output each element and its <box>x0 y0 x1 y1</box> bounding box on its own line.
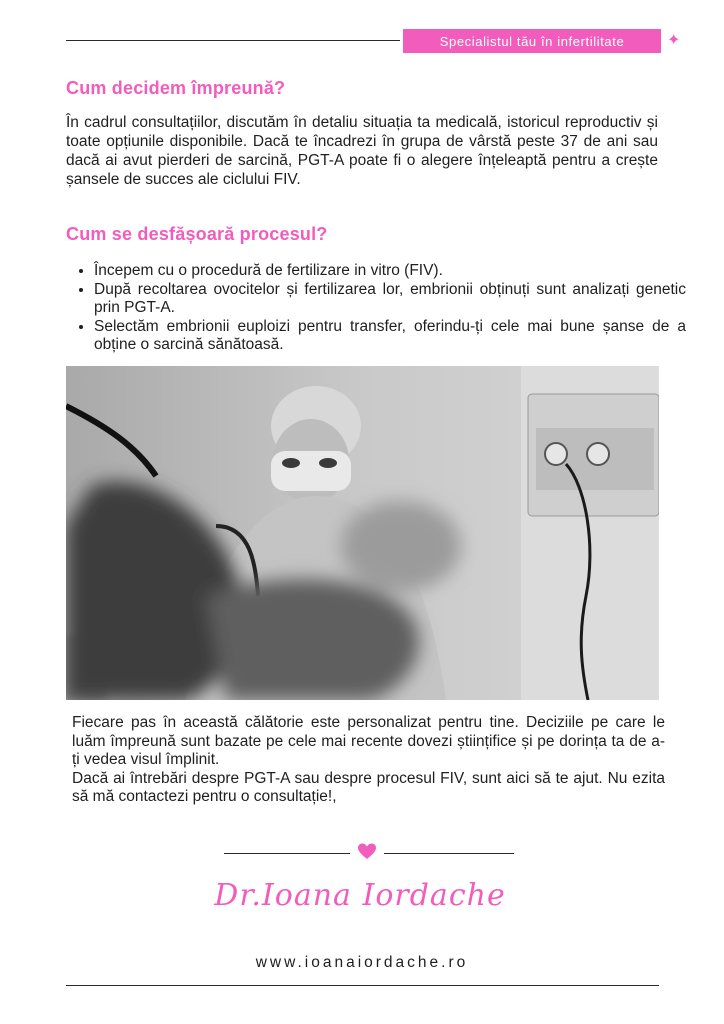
header-badge: Specialistul tău în infertilitate <box>403 29 661 53</box>
process-list <box>66 262 686 355</box>
closing-paragraph: Fiecare pas în această călătorie este personalizat pentru tine. Deciziile pe care le luăm împreună sunt bazate pe cele mai recente dovezi științifice și pe dorința ta de a-ți vedea visul împlinit. <box>72 714 665 768</box>
section-title-decide: Cum decidem împreună? <box>66 78 286 98</box>
signature: Dr.Ioana Iordache <box>214 878 506 913</box>
heart-icon <box>357 842 377 862</box>
list-item: • După recoltarea ovocitelor și fertilizarea lor, embrionii obținuți sunt analizați genetic prin PGT-A. <box>94 281 686 318</box>
closing-paragraph: Dacă ai întrebări despre PGT-A sau despre procesul FIV, sunt aici să te ajut. Nu ezita să mă contactezi pentru o consultație!, <box>72 769 665 805</box>
section-title-process: Cum se desfășoară procesul? <box>66 224 328 244</box>
sparkle-icon: ✦ <box>667 32 681 49</box>
footer-rule <box>66 985 659 986</box>
clinic-photo <box>66 366 659 700</box>
footer-divider-left <box>224 853 350 854</box>
footer-divider-right <box>384 853 514 854</box>
list-item: • Începem cu o procedură de fertilizare in vitro (FIV). <box>94 262 686 281</box>
closing-text <box>72 714 665 807</box>
section-text-decide: În cadrul consultațiilor, discutăm în detaliu situația ta medicală, istoricul reproductiv și toate opțiunile disponibile. Dacă te încadrezi în grupa de vârstă peste 37 de ani sau dacă ai avut pierderi de sarcină, PGT-A poate fi o alegere înțeleaptă pentru a crește șansele de succes ale ciclului FIV. <box>66 114 658 188</box>
header-rule <box>66 40 400 41</box>
list-item: • Selectăm embrionii euploizi pentru transfer, oferindu-ți cele mai bune șanse de a obține o sarcină sănătoasă. <box>94 318 686 355</box>
website-link[interactable]: www.ioanaiordache.ro <box>255 954 469 971</box>
